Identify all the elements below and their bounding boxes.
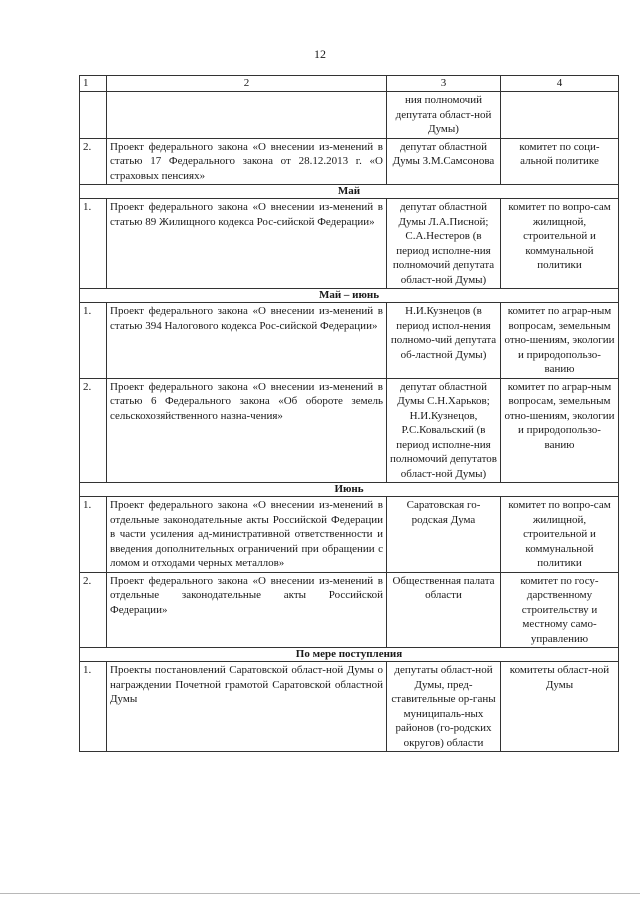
author-cell: Н.И.Кузнецов (в период испол-нения полномо-чий депутата об-ластной Думы) bbox=[387, 303, 501, 379]
row-number-cell bbox=[80, 92, 107, 139]
section-title: Май bbox=[80, 185, 619, 199]
row-number-cell: 1. bbox=[80, 199, 107, 289]
legislative-plan-table bbox=[79, 75, 619, 752]
section-row bbox=[80, 289, 619, 303]
project-cell: Проекты постановлений Саратовской област-ной Думы о награждении Почетной грамотой Саратовской областной Думы bbox=[107, 662, 387, 752]
project-cell: Проект федерального закона «О внесении из-менений в отдельные законодательные акты Российской Федерации в части усиления ад-министративной ответственности и введения дополнительных ограничений при обращении с ломом и отходами черных металлов» bbox=[107, 497, 387, 573]
row-number-cell: 1. bbox=[80, 497, 107, 573]
section-row bbox=[80, 185, 619, 199]
project-cell bbox=[107, 92, 387, 139]
committee-cell: комитет по вопро-сам жилищной, строительной и коммунальной политики bbox=[501, 199, 619, 289]
column-number: 2 bbox=[107, 76, 387, 92]
project-cell: Проект федерального закона «О внесении из-менений в статью 394 Налогового кодекса Рос-сийской Федерации» bbox=[107, 303, 387, 379]
table-row bbox=[80, 303, 619, 379]
section-title: Май – июнь bbox=[80, 289, 619, 303]
committee-cell: комитеты област-ной Думы bbox=[501, 662, 619, 752]
author-cell: Саратовская го-родская Дума bbox=[387, 497, 501, 573]
column-number: 1 bbox=[80, 76, 107, 92]
committee-cell bbox=[501, 92, 619, 139]
table-row bbox=[80, 572, 619, 648]
section-title: По мере поступления bbox=[80, 648, 619, 662]
committee-cell: комитет по аграр-ным вопросам, земельным отно-шениям, экологии и природопользо-ванию bbox=[501, 378, 619, 483]
row-number-cell: 1. bbox=[80, 662, 107, 752]
committee-cell: комитет по госу-дарственному строительству и местному само-управлению bbox=[501, 572, 619, 648]
row-number-cell: 2. bbox=[80, 138, 107, 185]
author-cell: Общественная палата области bbox=[387, 572, 501, 648]
column-number-row bbox=[80, 76, 619, 92]
project-cell: Проект федерального закона «О внесении из-менений в отдельные законодательные акты Российской Федерации» bbox=[107, 572, 387, 648]
table-row bbox=[80, 138, 619, 185]
project-cell: Проект федерального закона «О внесении из-менений в статью 17 Федерального закона от 28.12.2013 г. «О страховых пенсиях» bbox=[107, 138, 387, 185]
project-cell: Проект федерального закона «О внесении из-менений в статью 89 Жилищного кодекса Рос-сийской Федерации» bbox=[107, 199, 387, 289]
table-row bbox=[80, 199, 619, 289]
row-number-cell: 2. bbox=[80, 572, 107, 648]
scan-edge-line bbox=[0, 893, 640, 894]
table-row bbox=[80, 662, 619, 752]
table-row bbox=[80, 378, 619, 483]
committee-cell: комитет по аграр-ным вопросам, земельным отно-шениям, экологии и природопользо-ванию bbox=[501, 303, 619, 379]
author-cell: депутат областной Думы С.Н.Харьков; Н.И.Кузнецов, Р.С.Ковальский (в период исполне-ния полномочий депутатов област-ной Думы) bbox=[387, 378, 501, 483]
author-cell: депутаты област-ной Думы, пред-ставительные ор-ганы муниципаль-ных районов (го-родских округов) области bbox=[387, 662, 501, 752]
committee-cell: комитет по вопро-сам жилищной, строительной и коммунальной политики bbox=[501, 497, 619, 573]
continued-row bbox=[80, 92, 619, 139]
author-cell: депутат областной Думы Л.А.Писной; С.А.Нестеров (в период исполне-ния полномочий депутата област-ной Думы) bbox=[387, 199, 501, 289]
project-cell: Проект федерального закона «О внесении из-менений в статью 6 Федерального закона «Об обороте земель сельскохозяйственного назна-чения» bbox=[107, 378, 387, 483]
author-cell: ния полномочий депутата област-ной Думы) bbox=[387, 92, 501, 139]
row-number-cell: 1. bbox=[80, 303, 107, 379]
section-title: Июнь bbox=[80, 483, 619, 497]
committee-cell: комитет по соци-альной политике bbox=[501, 138, 619, 185]
column-number: 3 bbox=[387, 76, 501, 92]
section-row bbox=[80, 648, 619, 662]
row-number-cell: 2. bbox=[80, 378, 107, 483]
column-number: 4 bbox=[501, 76, 619, 92]
section-row bbox=[80, 483, 619, 497]
table-row bbox=[80, 497, 619, 573]
author-cell: депутат областной Думы З.М.Самсонова bbox=[387, 138, 501, 185]
page-number: 12 bbox=[314, 47, 326, 61]
